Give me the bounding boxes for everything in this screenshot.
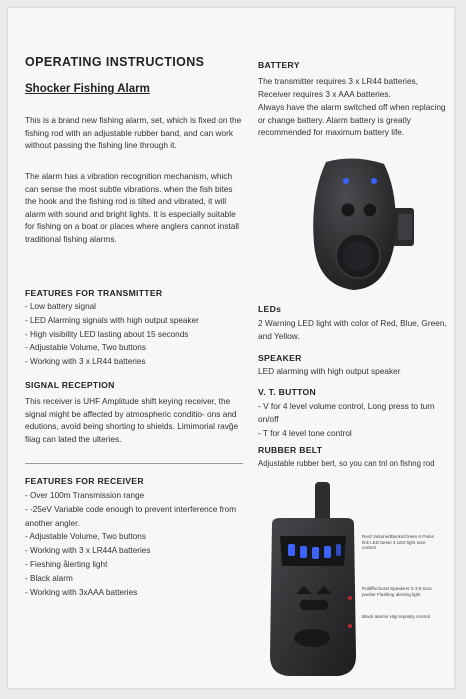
- callout-marker-icon: [348, 596, 352, 600]
- reception-heading: SIGNAL RECEPTION: [25, 380, 115, 390]
- list-item: - Working with 3xAAA batteries: [25, 587, 138, 597]
- rubber-belt-text: Adjustable rubber bert, so you can tnl on fishng rod: [258, 459, 435, 468]
- leds-heading: LEDs: [258, 304, 282, 314]
- vt-button-heading: V. T. BUTTON: [258, 387, 317, 397]
- led-left-icon: [343, 178, 349, 184]
- callout-alarm: Black alarms Higi reposity control: [362, 614, 430, 619]
- leds-text: 2 Warning LED light with color of Red, Blue, Green, and Yellow.: [258, 318, 447, 341]
- transmitter-feature-list: [25, 300, 250, 369]
- speaker-text: LED alarming with high output speaker: [258, 366, 401, 376]
- intro-paragraph-1: This is a brand new fishing alarm, set, which is fixed on the fishing rod with an adjustable rubber band, and can work without passing the fishing line through it.: [25, 115, 242, 151]
- battery-text-1: The transmitter requires 3 x LR44 batteries, Receiver requires 3 x AAA batteries.: [258, 76, 419, 99]
- list-item: - High visibility LED lasting about 15 seconds: [25, 329, 189, 339]
- battery-heading: BATTERY: [258, 60, 300, 70]
- callout-marker-icon: [348, 624, 352, 628]
- reception-text: This receiver is UHF Amplitude shift keying receiver, the signal might be affected by atmospheric conditio- ons and edutions, avoid being shorting to shields. Limimorial ravğe fiiag can lated the ulteries.: [25, 396, 239, 444]
- speaker-heading: SPEAKER: [258, 353, 302, 363]
- page-title: OPERATING INSTRUCTIONS: [25, 55, 205, 69]
- vt-button-item-2: - T for 4 level tone control: [258, 428, 352, 438]
- list-item: - Fieshing ålerting light: [25, 559, 108, 569]
- list-item: - Adjustable Volume, Two buttons: [25, 532, 146, 542]
- intro-paragraph-2: The alarm has a vibration recognition mechanism, which can sense the most subtle vibrations. when the fish bites the hook and the fishing rod is tilted and vibrated, it will alarm with sound and bright lights. It is especially suitable for fishing on a boat or places where anglers cannot install traditional fishing alarms.: [25, 171, 240, 244]
- list-item: - Low battery signal: [25, 302, 96, 311]
- volume-button-icon: [341, 203, 355, 217]
- list-item: - Black alarm: [25, 573, 73, 583]
- battery-text-2: Always have the alarm switched off when replacing or change battery. Alarm battery is greatly recommended for maximum battery life.: [258, 102, 446, 138]
- led-right-icon: [371, 178, 377, 184]
- rubber-belt-heading: RUBBER BELT: [258, 445, 323, 455]
- tone-button-icon: [363, 203, 377, 217]
- section-divider: [25, 463, 243, 464]
- receiver-feature-list: [25, 489, 245, 599]
- callout-led: Reof Volume/Blucks/Green 6 Panis link LED beset 4 LED light sore control: [362, 534, 434, 551]
- callout-speaker: Poldffechural Speakers X 3,9 sonc poelier Flashing alerting light: [362, 586, 433, 597]
- function-button-icon: [300, 600, 328, 610]
- instruction-sheet: [8, 8, 454, 688]
- speaker-grille-icon: [294, 629, 330, 647]
- list-item: - -25eV Variable code enough to prevent interference from another angler.: [25, 504, 237, 528]
- list-item: - LED Alarming signals with high output speaker: [25, 315, 199, 325]
- receiver-illustration: [258, 480, 368, 682]
- list-item: - Working with 3 x LR44 batteries: [25, 357, 146, 367]
- list-item: - Adjustable Volume, Two buttons: [25, 343, 146, 353]
- transmitter-illustration: [308, 156, 418, 296]
- receiver-heading: FEATURES FOR RECEIVER: [25, 476, 144, 486]
- list-item: - Over 100m Transmission range: [25, 491, 145, 500]
- vt-button-item-1: - V for 4 level volume control, Long press to turn on/off: [258, 401, 435, 424]
- product-name: Shocker Fishing Alarm: [25, 83, 150, 95]
- transmitter-heading: FEATURES FOR TRANSMITTER: [25, 288, 163, 298]
- list-item: - Working with 3 x LR44A batteries: [25, 546, 151, 556]
